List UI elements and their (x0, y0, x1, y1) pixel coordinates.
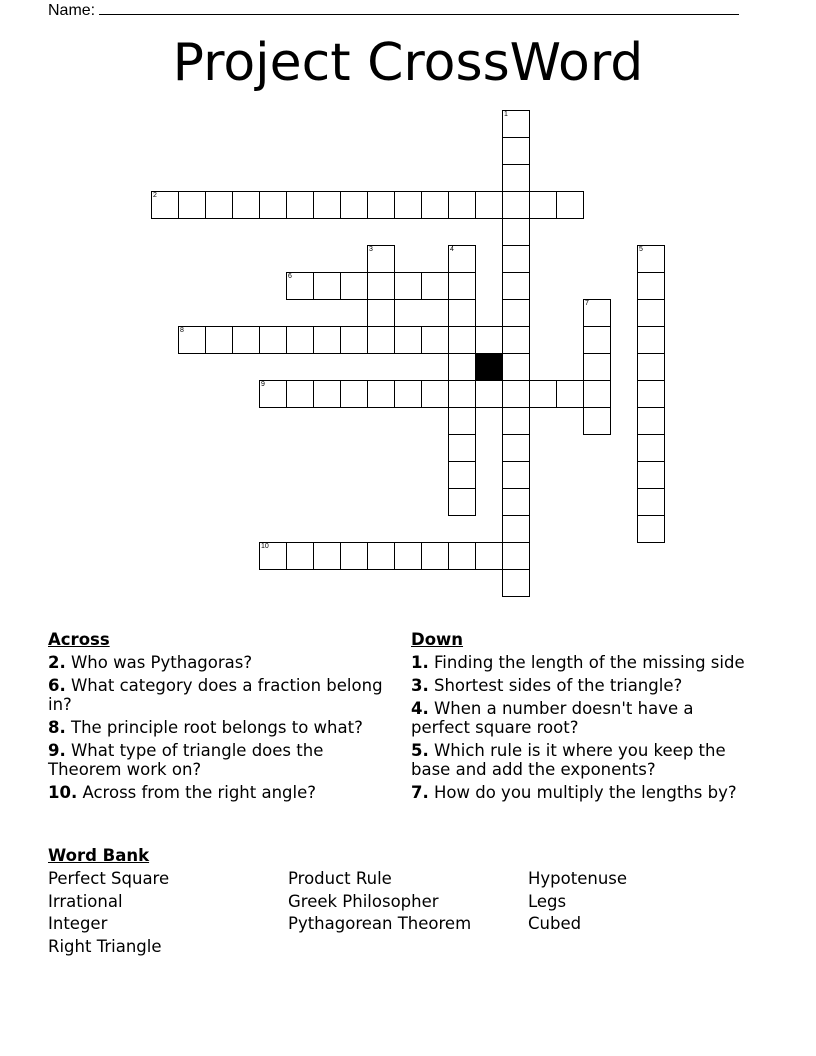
clue-text: What type of triangle does the Theorem work on? (48, 741, 324, 779)
grid-cell[interactable] (421, 272, 449, 300)
grid-cell[interactable] (232, 191, 260, 219)
word-bank-item: Product Rule (288, 869, 392, 888)
grid-cell[interactable] (475, 542, 503, 570)
grid-cell[interactable] (151, 191, 179, 219)
grid-cell[interactable] (475, 326, 503, 354)
grid-cell[interactable] (448, 542, 476, 570)
grid-cell[interactable] (502, 218, 530, 246)
clue-number-label: 6. (48, 676, 66, 695)
down-clue (411, 653, 756, 672)
grid-cell[interactable] (421, 380, 449, 408)
grid-cell[interactable] (367, 191, 395, 219)
grid-cell[interactable] (529, 191, 557, 219)
clue-number: 10 (261, 543, 269, 550)
grid-cell[interactable] (340, 380, 368, 408)
grid-cell[interactable] (259, 380, 287, 408)
grid-cell[interactable] (556, 380, 584, 408)
grid-cell[interactable] (340, 326, 368, 354)
grid-cell[interactable] (313, 272, 341, 300)
word-bank-heading: Word Bank (48, 846, 150, 865)
word-bank-column (528, 868, 627, 936)
across-heading: Across (48, 630, 110, 649)
word-bank-item: Right Triangle (48, 936, 162, 956)
grid-cell[interactable] (502, 407, 530, 435)
across-clue (48, 718, 383, 737)
clue-number: 1 (504, 111, 508, 118)
clue-text: Who was Pythagoras? (65, 653, 253, 672)
grid-cell[interactable] (448, 272, 476, 300)
word-bank-item: Perfect Square (48, 869, 170, 888)
clue-number-label: 3. (411, 676, 429, 695)
grid-cell[interactable] (394, 272, 422, 300)
down-clue (411, 676, 756, 695)
word-bank-item: Integer (48, 914, 108, 933)
grid-cell[interactable] (583, 407, 611, 435)
grid-cell[interactable] (421, 326, 449, 354)
grid-cell[interactable] (448, 488, 476, 516)
grid-cell[interactable] (178, 326, 206, 354)
grid-cell[interactable] (556, 191, 584, 219)
grid-cell[interactable] (259, 542, 287, 570)
grid-cell[interactable] (367, 542, 395, 570)
word-bank-item: Pythagorean Theorem (288, 914, 472, 933)
black-cell (475, 353, 503, 381)
grid-cell[interactable] (502, 380, 530, 408)
clue-number: 9 (261, 381, 265, 388)
grid-cell[interactable] (502, 461, 530, 489)
grid-cell[interactable] (448, 353, 476, 381)
down-clues (411, 630, 756, 806)
across-clue (48, 653, 383, 672)
grid-cell[interactable] (313, 542, 341, 570)
grid-cell[interactable] (475, 191, 503, 219)
word-bank (48, 846, 768, 956)
grid-cell[interactable] (421, 191, 449, 219)
grid-cell[interactable] (637, 299, 665, 327)
clue-number: 6 (288, 273, 292, 280)
clue-text: The principle root belongs to what? (65, 718, 363, 737)
grid-cell[interactable] (394, 326, 422, 354)
word-bank-item: Hypotenuse (528, 869, 628, 888)
grid-cell[interactable] (367, 326, 395, 354)
grid-cell[interactable] (502, 245, 530, 273)
grid-cell[interactable] (502, 326, 530, 354)
clue-number: 2 (153, 192, 157, 199)
grid-cell[interactable] (394, 380, 422, 408)
grid-cell[interactable] (178, 191, 206, 219)
grid-cell[interactable] (637, 515, 665, 543)
across-clue (48, 741, 383, 779)
grid-cell[interactable] (313, 191, 341, 219)
down-clue (411, 783, 756, 802)
grid-cell[interactable] (205, 326, 233, 354)
grid-cell[interactable] (583, 353, 611, 381)
clue-number-label: 2. (48, 653, 66, 672)
grid-cell[interactable] (448, 326, 476, 354)
grid-cell[interactable] (232, 326, 260, 354)
across-clues (48, 630, 383, 806)
clue-number: 5 (639, 246, 643, 253)
clue-text: How do you multiply the lengths by? (428, 783, 737, 802)
grid-cell[interactable] (340, 542, 368, 570)
grid-cell[interactable] (502, 488, 530, 516)
clue-number-label: 7. (411, 783, 429, 802)
grid-cell[interactable] (502, 191, 530, 219)
grid-cell[interactable] (583, 380, 611, 408)
grid-cell[interactable] (502, 569, 530, 597)
grid-cell[interactable] (286, 380, 314, 408)
down-clue (411, 741, 756, 779)
grid-cell[interactable] (259, 191, 287, 219)
grid-cell[interactable] (475, 380, 503, 408)
clue-number: 7 (585, 300, 589, 307)
grid-cell[interactable] (394, 542, 422, 570)
clue-number-label: 10. (48, 783, 78, 802)
word-bank-item: Greek Philosopher (288, 891, 439, 911)
clue-number-label: 1. (411, 653, 429, 672)
clue-number-label: 5. (411, 741, 429, 760)
clue-text: When a number doesn't have a perfect square root? (411, 699, 694, 737)
grid-cell[interactable] (637, 461, 665, 489)
grid-cell[interactable] (502, 434, 530, 462)
grid-cell[interactable] (502, 137, 530, 165)
grid-cell[interactable] (367, 245, 395, 273)
grid-cell[interactable] (286, 542, 314, 570)
grid-cell[interactable] (448, 461, 476, 489)
grid-cell[interactable] (502, 164, 530, 192)
grid-cell[interactable] (637, 407, 665, 435)
word-bank-item: Irrational (48, 891, 123, 911)
grid-cell[interactable] (502, 542, 530, 570)
grid-cell[interactable] (637, 353, 665, 381)
page-title: Project CrossWord (172, 33, 644, 93)
grid-cell[interactable] (637, 326, 665, 354)
word-bank-item: Legs (528, 891, 567, 911)
clue-text: Across from the right angle? (77, 783, 317, 802)
across-clue (48, 676, 383, 714)
grid-cell[interactable] (448, 299, 476, 327)
grid-cell[interactable] (367, 272, 395, 300)
grid-cell[interactable] (313, 380, 341, 408)
clue-number-label: 9. (48, 741, 66, 760)
down-heading: Down (411, 630, 464, 649)
grid-cell[interactable] (205, 191, 233, 219)
word-bank-column (48, 868, 169, 958)
grid-cell[interactable] (448, 191, 476, 219)
grid-cell[interactable] (367, 299, 395, 327)
word-bank-item: Cubed (528, 914, 582, 933)
grid-cell[interactable] (637, 434, 665, 462)
grid-cell[interactable] (502, 299, 530, 327)
grid-cell[interactable] (340, 191, 368, 219)
clue-number-label: 4. (411, 699, 429, 718)
clue-number-label: 8. (48, 718, 66, 737)
clue-text: What category does a fraction belong in? (48, 676, 383, 714)
grid-cell[interactable] (502, 272, 530, 300)
clue-text: Shortest sides of the triangle? (428, 676, 683, 695)
grid-cell[interactable] (502, 353, 530, 381)
grid-cell[interactable] (637, 488, 665, 516)
grid-cell[interactable] (340, 272, 368, 300)
clue-text: Finding the length of the missing side (428, 653, 745, 672)
grid-cell[interactable] (448, 245, 476, 273)
name-label: Name: (48, 2, 96, 19)
grid-cell[interactable] (583, 326, 611, 354)
grid-cell[interactable] (448, 380, 476, 408)
grid-cell[interactable] (286, 272, 314, 300)
clue-number: 8 (180, 327, 184, 334)
grid-cell[interactable] (637, 245, 665, 273)
grid-cell[interactable] (529, 380, 557, 408)
grid-cell[interactable] (637, 380, 665, 408)
grid-cell[interactable] (367, 380, 395, 408)
grid-cell[interactable] (286, 326, 314, 354)
grid-cell[interactable] (583, 299, 611, 327)
grid-cell[interactable] (502, 515, 530, 543)
grid-cell[interactable] (259, 326, 287, 354)
grid-cell[interactable] (421, 542, 449, 570)
grid-cell[interactable] (637, 272, 665, 300)
grid-cell[interactable] (448, 407, 476, 435)
grid-cell[interactable] (394, 191, 422, 219)
grid-cell[interactable] (286, 191, 314, 219)
clue-number: 3 (369, 246, 373, 253)
clue-text: Which rule is it where you keep the base and add the exponents? (411, 741, 726, 779)
grid-cell[interactable] (313, 326, 341, 354)
clue-number: 4 (450, 246, 454, 253)
word-bank-column (288, 868, 471, 936)
grid-cell[interactable] (502, 110, 530, 138)
grid-cell[interactable] (448, 434, 476, 462)
across-clue (48, 783, 383, 802)
down-clue (411, 699, 756, 737)
